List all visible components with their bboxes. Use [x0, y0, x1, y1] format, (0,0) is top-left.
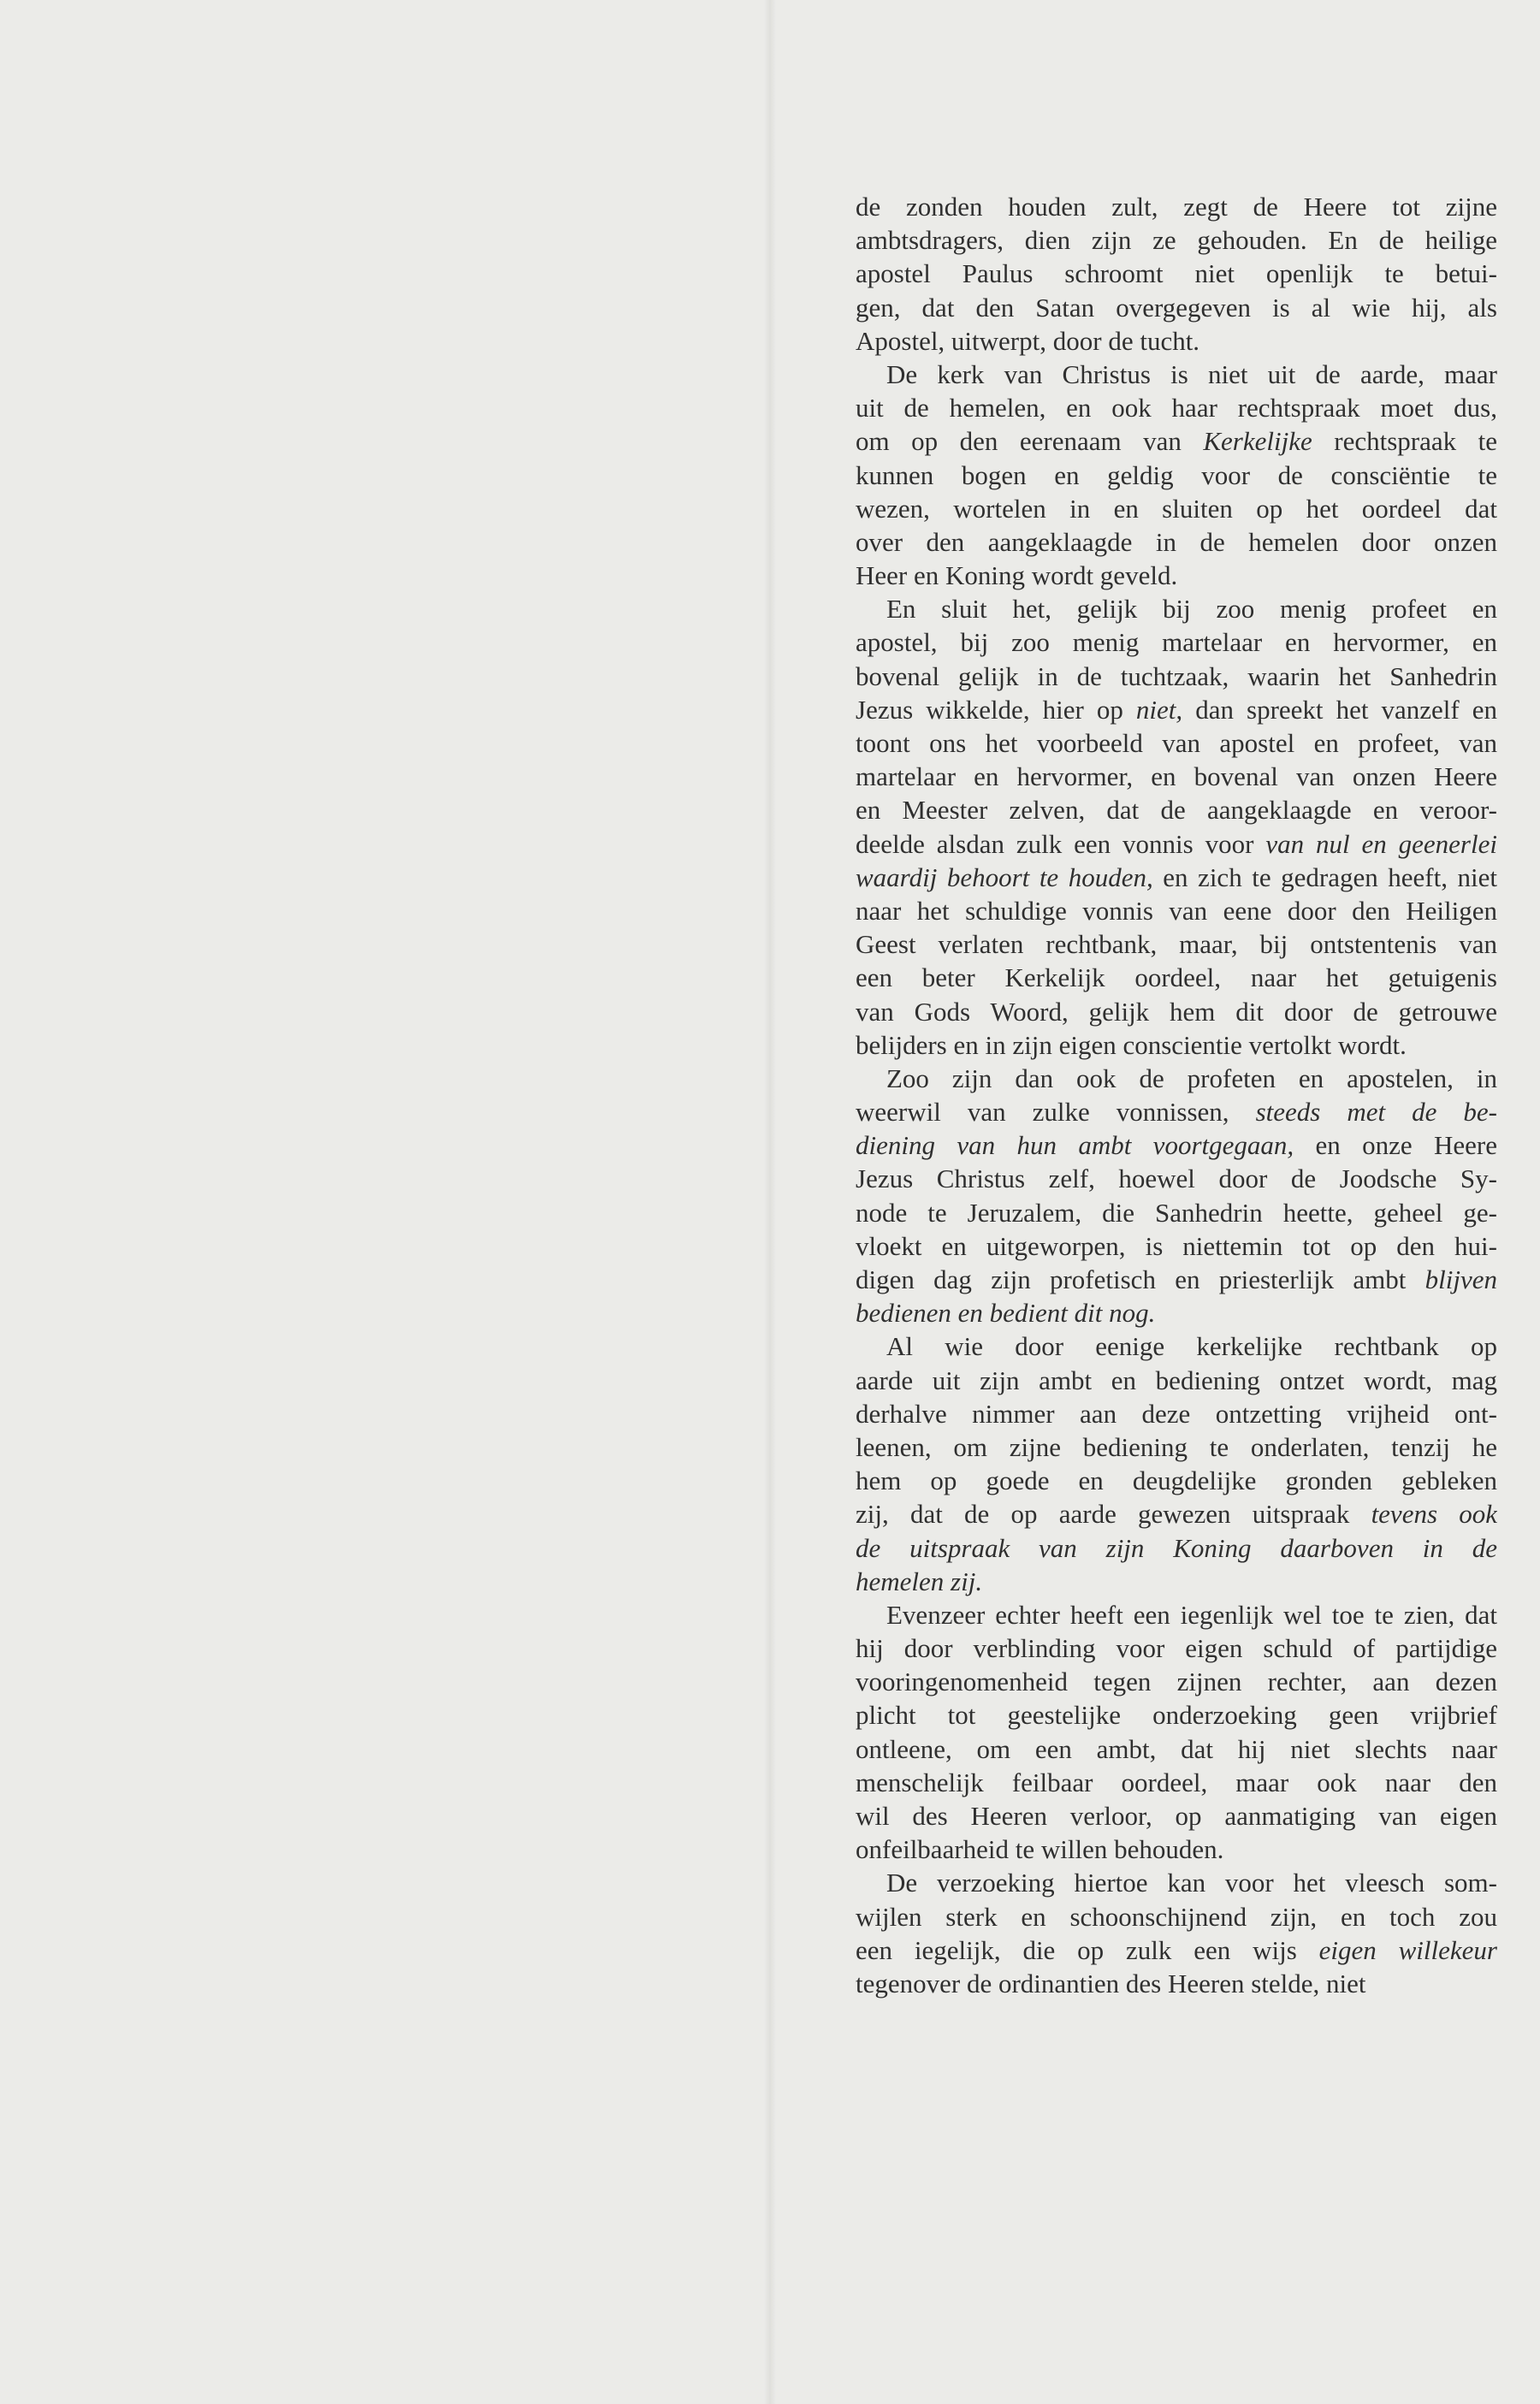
text-line: [856, 1263, 1497, 1296]
text-line: [856, 1967, 1497, 2000]
text-line: [856, 625, 1497, 659]
text-segment: De verzoeking hiertoe kan voor het vleesch som-: [886, 1868, 1497, 1898]
text-segment: node te Jeruzalem, die Sanhedrin heette, geheel ge-: [856, 1197, 1497, 1228]
text-line: [856, 1866, 1497, 1899]
text-segment: naar het schuldige vonnis van eene door den Heiligen: [856, 895, 1497, 926]
text-line: [856, 961, 1497, 994]
text-segment: apostel Paulus schroomt niet openlijk te betui-: [856, 258, 1497, 289]
text-segment: Zoo zijn dan ook de profeten en apostelen, in: [886, 1063, 1497, 1093]
text-line: [856, 223, 1497, 257]
text-line: [856, 257, 1497, 290]
text-line: [856, 1531, 1497, 1565]
text-segment: apostel, bij zoo menig martelaar en hervormer, en: [856, 627, 1497, 658]
text-line: [856, 1062, 1497, 1095]
text-segment: een beter Kerkelijk oordeel, naar het getuigenis: [856, 962, 1497, 993]
text-segment: wijlen sterk en schoonschijnend zijn, en toch zou: [856, 1901, 1497, 1932]
text-segment: over den aangeklaagde in de hemelen door onzen: [856, 526, 1497, 557]
text-line: [856, 324, 1497, 358]
paragraph: [856, 358, 1497, 592]
text-segment: menschelijk feilbaar oordeel, maar ook naar den: [856, 1767, 1497, 1797]
text-line: [856, 1397, 1497, 1430]
text-segment: en Meester zelven, dat de aangeklaagde en veroor-: [856, 795, 1497, 826]
text-line: [856, 1565, 1497, 1598]
text-column: [856, 190, 1497, 2000]
text-segment: gen, dat den Satan overgegeven is al wie hij, als: [856, 292, 1497, 323]
text-segment: Jezus Christus zelf, hoewel door de Joodsche Sy-: [856, 1164, 1497, 1194]
text-line: [856, 793, 1497, 826]
italic-text: niet,: [1135, 694, 1183, 725]
text-line: [856, 1833, 1497, 1866]
text-segment: En sluit het, gelijk bij zoo menig profeet en: [886, 594, 1497, 625]
text-line: [856, 927, 1497, 961]
italic-text: eigen willekeur: [1318, 1934, 1497, 1965]
text-segment: Heer en Koning wordt geveld.: [856, 560, 1178, 591]
text-segment: vooringenomenheid tegen zijnen rechter, aan dezen: [856, 1667, 1497, 1697]
text-segment: uit de hemelen, en ook haar rechtspraak moet dus,: [856, 393, 1497, 423]
text-line: [856, 492, 1497, 525]
page-fold: [764, 0, 776, 2404]
text-line: [856, 1196, 1497, 1229]
italic-text: Kerkelijke: [1203, 426, 1312, 457]
text-segment: ambtsdragers, dien zijn ze gehouden. En de heilige: [856, 225, 1497, 256]
text-segment: belijders en in zijn eigen conscientie vertolkt wordt.: [856, 1029, 1407, 1060]
text-line: [856, 1162, 1497, 1195]
text-segment: tegenover de ordinantien des Heeren stelde, niet: [856, 1968, 1366, 1998]
text-segment: rechtspraak te: [1312, 426, 1497, 457]
text-line: [856, 760, 1497, 793]
text-line: [856, 1128, 1497, 1162]
text-line: [856, 1732, 1497, 1766]
paragraph: [856, 592, 1497, 1062]
text-line: [856, 358, 1497, 391]
text-segment: Jezus wikkelde, hier op: [856, 694, 1136, 725]
text-segment: ontleene, om een ambt, dat hij niet slechts naar: [856, 1733, 1497, 1764]
text-segment: aarde uit zijn ambt en bediening ontzet wordt, mag: [856, 1365, 1497, 1395]
text-segment: De kerk van Christus is niet uit de aarde, maar: [886, 358, 1497, 389]
paragraph: [856, 1062, 1497, 1330]
text-line: [856, 1364, 1497, 1397]
text-segment: digen dag zijn profetisch en priesterlijk ambt: [856, 1264, 1425, 1294]
text-line: [856, 391, 1497, 424]
text-segment: wil des Heeren verloor, op aanmatiging van eigen: [856, 1801, 1497, 1831]
italic-text: de uitspraak van zijn Koning daarboven in de: [856, 1532, 1497, 1563]
text-segment: onfeilbaarheid te willen behouden.: [856, 1834, 1224, 1865]
italic-text: tevens ook: [1371, 1499, 1497, 1530]
text-line: [856, 1598, 1497, 1631]
text-line: [856, 1095, 1497, 1128]
text-line: [856, 693, 1497, 726]
text-line: [856, 827, 1497, 861]
text-segment: toont ons het voorbeeld van apostel en profeet, van: [856, 728, 1497, 758]
text-segment: en onze Heere: [1294, 1130, 1497, 1161]
paragraph: [856, 190, 1497, 358]
text-line: [856, 1028, 1497, 1062]
text-line: [856, 291, 1497, 324]
text-line: [856, 894, 1497, 927]
text-segment: martelaar en hervormer, en bovenal van onzen Heere: [856, 761, 1497, 792]
text-line: [856, 861, 1497, 894]
text-line: [856, 1698, 1497, 1732]
text-segment: plicht tot geestelijke onderzoeking geen vrijbrief: [856, 1700, 1497, 1731]
text-segment: en zich te gedragen heeft, niet: [1152, 862, 1497, 892]
paragraph: [856, 1598, 1497, 1867]
text-line: [856, 424, 1497, 458]
text-segment: derhalve nimmer aan deze ontzetting vrijheid ont-: [856, 1398, 1497, 1429]
text-line: [856, 525, 1497, 559]
text-line: [856, 1229, 1497, 1263]
text-line: [856, 592, 1497, 625]
text-segment: Geest verlaten rechtbank, maar, bij ontstentenis van: [856, 929, 1497, 960]
text-segment: hij door verblinding voor eigen schuld of partijdige: [856, 1633, 1497, 1664]
text-line: [856, 1430, 1497, 1464]
text-line: [856, 1497, 1497, 1531]
text-segment: leenen, om zijne bediening te onderlaten, tenzij he: [856, 1431, 1497, 1462]
text-segment: hem op goede en deugdelijke gronden gebleken: [856, 1465, 1497, 1496]
text-line: [856, 190, 1497, 223]
text-segment: weerwil van zulke vonnissen,: [856, 1097, 1256, 1128]
text-segment: Apostel, uitwerpt, door de tucht.: [856, 325, 1200, 356]
text-line: [856, 726, 1497, 760]
text-segment: deelde alsdan zulk een vonnis voor: [856, 828, 1266, 859]
text-line: [856, 1900, 1497, 1933]
text-segment: van Gods Woord, gelijk hem dit door de getrouwe: [856, 996, 1497, 1027]
text-segment: vloekt en uitgeworpen, is niettemin tot op den hui-: [856, 1230, 1497, 1261]
text-line: [856, 660, 1497, 693]
text-line: [856, 559, 1497, 592]
text-line: [856, 459, 1497, 492]
italic-text: blijven: [1424, 1264, 1497, 1294]
text-segment: Al wie door eenige kerkelijke rechtbank op: [886, 1331, 1497, 1362]
italic-text: van nul en geenerlei: [1265, 828, 1497, 859]
italic-text: waardij behoort te houden,: [856, 862, 1153, 892]
italic-text: diening van hun ambt voortgegaan,: [856, 1130, 1294, 1161]
text-line: [856, 1329, 1497, 1363]
text-segment: kunnen bogen en geldig voor de consciëntie te: [856, 459, 1497, 490]
text-line: [856, 1933, 1497, 1967]
text-line: [856, 1799, 1497, 1833]
text-line: [856, 1296, 1497, 1329]
italic-text: hemelen zij.: [856, 1566, 983, 1596]
text-segment: een iegelijk, die op zulk een wijs: [856, 1934, 1319, 1965]
paragraph: [856, 1329, 1497, 1598]
text-segment: bovenal gelijk in de tuchtzaak, waarin het Sanhedrin: [856, 660, 1497, 691]
text-line: [856, 1665, 1497, 1698]
text-line: [856, 995, 1497, 1028]
text-line: [856, 1766, 1497, 1799]
text-line: [856, 1464, 1497, 1497]
text-segment: wezen, wortelen in en sluiten op het oordeel dat: [856, 493, 1497, 524]
italic-text: bedienen en bedient dit nog.: [856, 1298, 1156, 1329]
text-segment: Evenzeer echter heeft een iegenlijk wel toe te zien, dat: [886, 1599, 1497, 1630]
paragraph: [856, 1866, 1497, 2000]
text-segment: zij, dat de op aarde gewezen uitspraak: [856, 1499, 1371, 1530]
text-line: [856, 1631, 1497, 1665]
text-segment: de zonden houden zult, zegt de Heere tot zijne: [856, 192, 1497, 222]
text-segment: om op den eerenaam van: [856, 426, 1204, 457]
italic-text: steeds met de be-: [1255, 1097, 1497, 1128]
text-segment: dan spreekt het vanzelf en: [1182, 694, 1497, 725]
